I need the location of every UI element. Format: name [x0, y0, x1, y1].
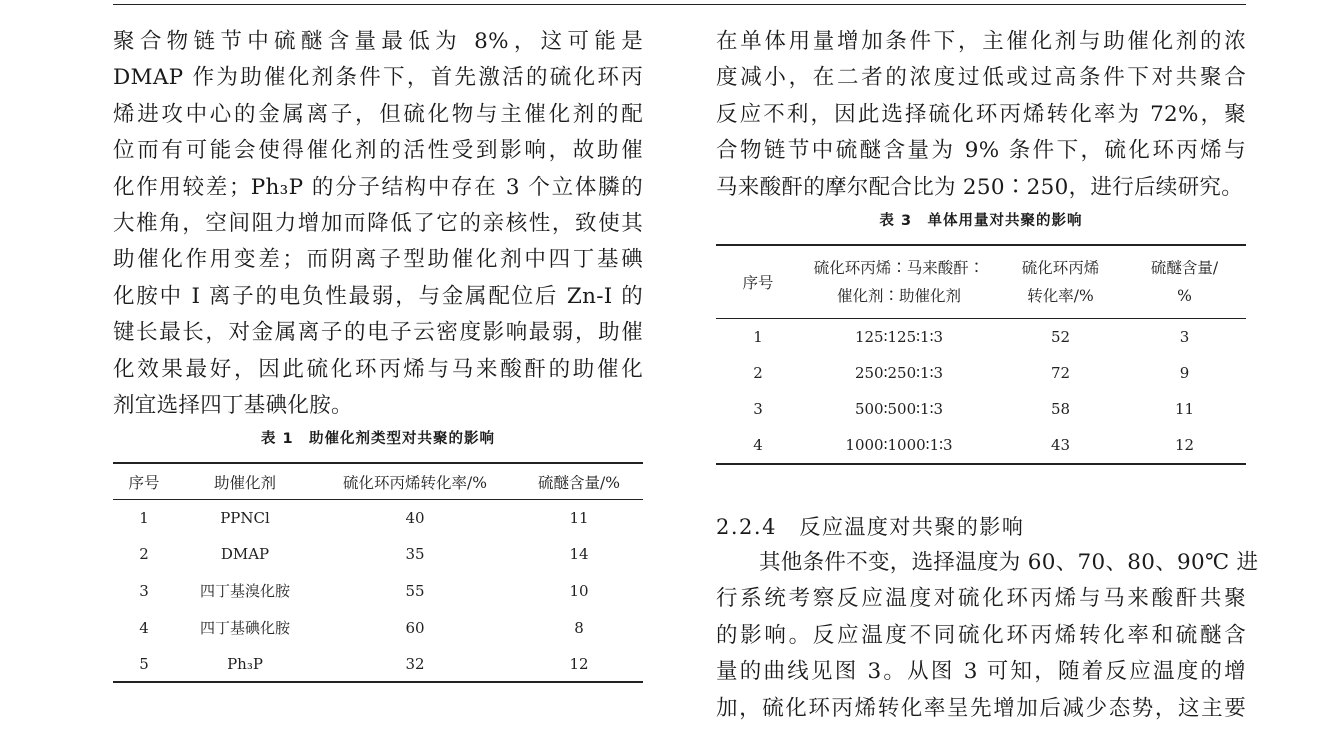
- table-cell: 250∶250∶1∶3: [854, 363, 944, 382]
- section-heading: 2.2.4 反应温度对共聚的影响: [716, 515, 1025, 540]
- table-cell: 14: [569, 545, 589, 564]
- table-cell: 11: [569, 509, 589, 528]
- header-line: 硫化环丙烯: [1021, 258, 1100, 277]
- text-line: 聚合物链节中硫醚含量最低为 8%，这可能是: [113, 29, 643, 54]
- text-line: 助催化作用变差；而阴离子型助催化剂中四丁基碘: [113, 247, 643, 273]
- table-cell: 32: [405, 654, 425, 673]
- table-cell: 125∶125∶1∶3: [854, 327, 944, 346]
- table-cell: 3: [1179, 327, 1190, 346]
- table-cell: 5: [139, 654, 149, 673]
- table-row: [113, 499, 643, 536]
- header-line: 硫醚含量/: [1150, 258, 1219, 277]
- header-line: 硫化环丙烯∶马来酸酐∶: [813, 258, 985, 277]
- table-cell: Ph₃P: [227, 654, 263, 673]
- text-line: 其他条件不变，选择温度为 60、70、80、90℃ 进: [759, 550, 1259, 576]
- text-line: 化作用较差；Ph₃P 的分子结构中存在 3 个立体膦的: [113, 174, 643, 200]
- table-row: [716, 391, 1246, 428]
- right-paragraph: [716, 24, 1246, 206]
- text-line: 大椎角，空间阻力增加而降低了它的亲核性，致使其: [113, 211, 643, 237]
- text-line: 的影响。反应温度不同硫化环丙烯转化率和硫醚含: [716, 622, 1246, 648]
- table3-header: 序号: [716, 245, 800, 318]
- table3-header: [998, 245, 1123, 318]
- table-cell: 1: [139, 509, 149, 528]
- header-line: 催化剂∶助催化剂: [836, 286, 961, 305]
- table-cell: DMAP: [220, 545, 270, 564]
- table3: [716, 244, 1246, 465]
- table1-caption: 表 1 助催化剂类型对共聚的影响: [260, 431, 496, 448]
- text-line: 行系统考察反应温度对硫化环丙烯与马来酸酐共聚: [716, 586, 1246, 612]
- table-cell: 2: [139, 545, 149, 564]
- table-row: [716, 318, 1246, 355]
- text-line: 马来酸酐的摩尔配合比为 250∶250，进行后续研究。: [716, 174, 1244, 200]
- table-cell: 四丁基溴化胺: [199, 582, 290, 601]
- text-line: 反应不利，因此选择硫化环丙烯转化率为 72%，聚: [716, 101, 1246, 127]
- text-line: 加，硫化环丙烯转化率呈先增加后减少态势，这主要: [716, 695, 1246, 721]
- table-row: [113, 536, 643, 573]
- text-line: 剂宜选择四丁基碘化胺。: [113, 393, 353, 419]
- table-cell: 1000∶1000∶1∶3: [845, 436, 953, 455]
- table-row: [113, 646, 643, 683]
- table-cell: 55: [405, 581, 425, 600]
- text-line: 化胺中 I 离子的电负性最弱，与金属配位后 Zn-I 的: [113, 283, 643, 309]
- table-cell: 4: [139, 618, 149, 637]
- table-cell: 1: [753, 327, 763, 346]
- table-cell: 500∶500∶1∶3: [854, 400, 944, 419]
- left-paragraph: [113, 24, 643, 424]
- table-cell: 四丁基碘化胺: [199, 619, 290, 638]
- table-cell: 35: [405, 545, 425, 564]
- table-cell: 10: [569, 581, 589, 600]
- table-cell: 8: [574, 618, 584, 637]
- table1-header: 助催化剂: [175, 463, 315, 499]
- header-line: 转化率/%: [1027, 286, 1094, 305]
- text-line: 合物链节中硫醚含量为 9% 条件下，硫化环丙烯与: [716, 138, 1246, 164]
- text-line: 键长最长，对金属离子的电子云密度影响最弱，助催: [113, 320, 643, 346]
- table-cell: 52: [1050, 327, 1071, 346]
- table-cell: 9: [1179, 363, 1190, 382]
- header-line: %: [1177, 286, 1192, 305]
- table-row: [716, 428, 1246, 465]
- table-cell: 12: [569, 654, 589, 673]
- table3-header: [800, 245, 998, 318]
- table-cell: 4: [753, 436, 763, 455]
- table-cell: 3: [139, 581, 149, 600]
- text-line: DMAP 作为助催化剂条件下，首先激活的硫化环丙: [113, 65, 643, 91]
- text-line: 化效果最好，因此硫化环丙烯与马来酸酐的助催化: [113, 356, 643, 382]
- text-line: 在单体用量增加条件下，主催化剂与助催化剂的浓: [716, 29, 1246, 54]
- left-column: [113, 24, 643, 683]
- table-cell: 58: [1050, 400, 1071, 419]
- table1-header: 序号: [113, 463, 175, 499]
- table-cell: 72: [1050, 363, 1071, 382]
- text-line: 位而有可能会使得催化剂的活性受到影响，故助催: [113, 138, 643, 164]
- table3-header: [1123, 245, 1246, 318]
- table-row: [113, 609, 643, 646]
- table-cell: 11: [1174, 400, 1195, 419]
- table-cell: 40: [405, 509, 425, 528]
- text-line: 烯进攻中心的金属离子，但硫化物与主催化剂的配: [113, 101, 643, 127]
- table-cell: 2: [753, 363, 763, 382]
- top-rule: [113, 4, 1246, 5]
- text-line: 量的曲线见图 3。从图 3 可知，随着反应温度的增: [716, 659, 1246, 685]
- table-row: [716, 355, 1246, 392]
- table-cell: PPNCl: [220, 509, 270, 528]
- table1-header: 硫醚含量/%: [515, 463, 643, 499]
- table-cell: 12: [1174, 436, 1195, 455]
- right-column: [716, 24, 1259, 727]
- table-cell: 43: [1050, 436, 1071, 455]
- text-line: 度减小，在二者的浓度过低或过高条件下对共聚合: [716, 65, 1246, 91]
- right-paragraph-2: [716, 545, 1259, 727]
- table-row: [113, 573, 643, 610]
- table3-caption: 表 3 单体用量对共聚的影响: [879, 213, 1083, 230]
- table1-header: 硫化环丙烯转化率/%: [315, 463, 515, 499]
- table-cell: 60: [405, 618, 425, 637]
- table1: [113, 462, 643, 683]
- table-cell: 3: [753, 400, 763, 419]
